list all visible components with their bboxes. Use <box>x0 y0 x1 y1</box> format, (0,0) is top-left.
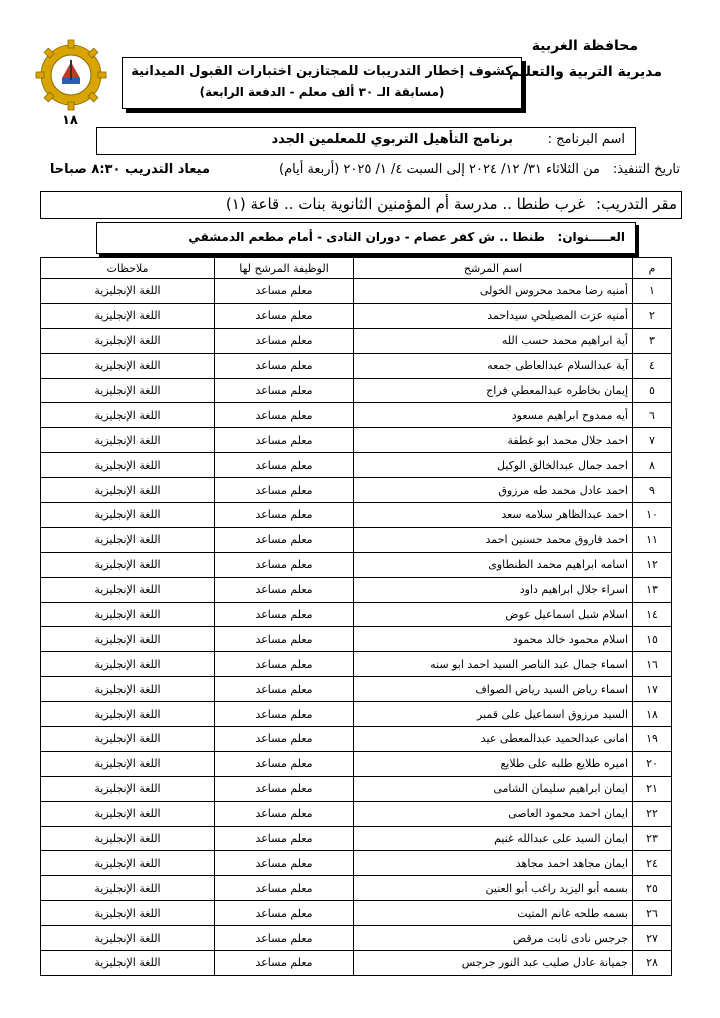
candidate-notes: اللغة الإنجليزية <box>41 727 215 752</box>
candidate-job: معلم مساعد <box>215 527 354 552</box>
address-label: العـــــنوان: <box>557 230 625 244</box>
candidate-name: بسمه طلحه غانم المتيت <box>354 901 633 926</box>
program-box <box>96 127 636 155</box>
table-row <box>41 478 672 503</box>
row-number: ١ <box>633 279 672 304</box>
candidate-job: معلم مساعد <box>215 926 354 951</box>
training-time: ميعاد التدريب ٨:٣٠ صباحا <box>49 162 210 177</box>
site-box <box>40 191 682 219</box>
candidate-name: احمد جمال عبدالخالق الوكيل <box>354 453 633 478</box>
table-row <box>41 279 672 304</box>
candidate-name: أيه ممدوح ابراهيم مسعود <box>354 403 633 428</box>
candidate-job: معلم مساعد <box>215 602 354 627</box>
candidate-name: احمد جلال محمد ابو غطفة <box>354 428 633 453</box>
candidate-notes: اللغة الإنجليزية <box>41 876 215 901</box>
candidate-notes: اللغة الإنجليزية <box>41 751 215 776</box>
candidate-name: احمد عادل محمد طه مرزوق <box>354 478 633 503</box>
header-no: م <box>633 258 672 279</box>
candidate-job: معلم مساعد <box>215 876 354 901</box>
candidate-job: معلم مساعد <box>215 951 354 976</box>
row-number: ١٣ <box>633 577 672 602</box>
table-row <box>41 876 672 901</box>
candidate-notes: اللغة الإنجليزية <box>41 677 215 702</box>
candidate-name: بسمه أبو اليزيد راغب أبو العنين <box>354 876 633 901</box>
row-number: ١٩ <box>633 727 672 752</box>
candidate-notes: اللغة الإنجليزية <box>41 951 215 976</box>
execution-label: تاريخ التنفيذ: <box>612 162 680 177</box>
candidate-notes: اللغة الإنجليزية <box>41 577 215 602</box>
program-value: برنامج التأهيل التربوي للمعلمين الجدد <box>271 132 513 147</box>
table-row <box>41 527 672 552</box>
table-row <box>41 776 672 801</box>
candidate-name: أمنيه عزت المصيلحي سيداحمد <box>354 303 633 328</box>
row-number: ٣ <box>633 328 672 353</box>
row-number: ١٠ <box>633 503 672 528</box>
candidate-name: اسلام شبل اسماعيل عوض <box>354 602 633 627</box>
row-number: ٢٣ <box>633 826 672 851</box>
candidate-notes: اللغة الإنجليزية <box>41 851 215 876</box>
row-number: ٢٦ <box>633 901 672 926</box>
candidate-name: احمد عبدالظاهر سلامه سعد <box>354 503 633 528</box>
candidate-notes: اللغة الإنجليزية <box>41 826 215 851</box>
candidate-notes: اللغة الإنجليزية <box>41 478 215 503</box>
candidates-table <box>40 257 672 976</box>
table-row <box>41 453 672 478</box>
candidate-name: اسامه ابراهيم محمد الطنطاوى <box>354 552 633 577</box>
document-title-box <box>122 57 522 109</box>
candidate-job: معلم مساعد <box>215 428 354 453</box>
row-number: ٩ <box>633 478 672 503</box>
candidate-notes: اللغة الإنجليزية <box>41 403 215 428</box>
row-number: ٨ <box>633 453 672 478</box>
candidate-name: السيد مرزوق اسماعيل على قمبر <box>354 702 633 727</box>
candidate-name: ايمان السيد على عبدالله غنيم <box>354 826 633 851</box>
row-number: ٢٤ <box>633 851 672 876</box>
candidate-job: معلم مساعد <box>215 403 354 428</box>
candidate-job: معلم مساعد <box>215 901 354 926</box>
row-number: ٢٢ <box>633 801 672 826</box>
directorate-label: مديرية التربية والتعليم <box>509 64 662 80</box>
table-row <box>41 303 672 328</box>
row-number: ٧ <box>633 428 672 453</box>
candidate-notes: اللغة الإنجليزية <box>41 776 215 801</box>
table-row <box>41 503 672 528</box>
candidate-name: احمد فاروق محمد حسنين احمد <box>354 527 633 552</box>
table-row <box>41 926 672 951</box>
table-row <box>41 652 672 677</box>
table-row <box>41 951 672 976</box>
row-number: ٢٠ <box>633 751 672 776</box>
candidate-name: اسماء جمال عبد الناصر السيد احمد ابو سنه <box>354 652 633 677</box>
table-row <box>41 751 672 776</box>
candidate-job: معلم مساعد <box>215 328 354 353</box>
header-job: الوظيفة المرشح لها <box>215 258 354 279</box>
address-value: طنطا .. ش كفر عصام - دوران النادى - أمام مطعم الدمشقي <box>188 230 545 244</box>
candidate-job: معلم مساعد <box>215 751 354 776</box>
table-row <box>41 851 672 876</box>
row-number: ١٧ <box>633 677 672 702</box>
row-number: ١٢ <box>633 552 672 577</box>
candidate-notes: اللغة الإنجليزية <box>41 652 215 677</box>
candidate-job: معلم مساعد <box>215 677 354 702</box>
header-notes: ملاحظات <box>41 258 215 279</box>
row-number: ٢١ <box>633 776 672 801</box>
candidate-name: جرجس نادى ثابت مرقص <box>354 926 633 951</box>
governorate-label: محافظة الغربية <box>531 38 638 54</box>
site-label: مقر التدريب: <box>595 195 677 213</box>
candidate-job: معلم مساعد <box>215 652 354 677</box>
candidate-name: ايمان احمد محمود العاصى <box>354 801 633 826</box>
table-row <box>41 378 672 403</box>
candidate-notes: اللغة الإنجليزية <box>41 353 215 378</box>
table-row <box>41 602 672 627</box>
table-row <box>41 702 672 727</box>
row-number: ٢٨ <box>633 951 672 976</box>
candidate-job: معلم مساعد <box>215 378 354 403</box>
row-number: ٢٧ <box>633 926 672 951</box>
candidate-job: معلم مساعد <box>215 478 354 503</box>
candidate-notes: اللغة الإنجليزية <box>41 378 215 403</box>
candidate-notes: اللغة الإنجليزية <box>41 503 215 528</box>
candidate-job: معلم مساعد <box>215 627 354 652</box>
candidate-name: اسلام محمود خالد محمود <box>354 627 633 652</box>
table-row <box>41 577 672 602</box>
candidate-name: أمنيه رضا محمد محروس الخولى <box>354 279 633 304</box>
row-number: ٢ <box>633 303 672 328</box>
candidate-notes: اللغة الإنجليزية <box>41 303 215 328</box>
table-row <box>41 727 672 752</box>
candidate-job: معلم مساعد <box>215 303 354 328</box>
candidate-notes: اللغة الإنجليزية <box>41 453 215 478</box>
program-label: اسم البرنامج : <box>547 132 625 147</box>
candidate-notes: اللغة الإنجليزية <box>41 901 215 926</box>
candidate-notes: اللغة الإنجليزية <box>41 552 215 577</box>
document-subtitle: (مسابقة الـ ٣٠ ألف معلم - الدفعة الرابعة) <box>199 85 445 99</box>
candidate-job: معلم مساعد <box>215 776 354 801</box>
candidate-name: اسماء رياض السيد رياض الصواف <box>354 677 633 702</box>
execution-dates: من الثلاثاء ٣١/ ١٢/ ٢٠٢٤ إلى السبت ٤/ ١/ ٢٠٢٥ (أربعة أيام) <box>279 162 600 177</box>
table-row <box>41 901 672 926</box>
candidate-notes: اللغة الإنجليزية <box>41 328 215 353</box>
row-number: ١٥ <box>633 627 672 652</box>
candidate-name: جميانة عادل صليب عبد النور جرجس <box>354 951 633 976</box>
table-row <box>41 677 672 702</box>
row-number: ٦ <box>633 403 672 428</box>
row-number: ١٦ <box>633 652 672 677</box>
candidate-notes: اللغة الإنجليزية <box>41 602 215 627</box>
table-header-row <box>41 258 672 279</box>
candidate-notes: اللغة الإنجليزية <box>41 428 215 453</box>
candidate-job: معلم مساعد <box>215 577 354 602</box>
table-row <box>41 627 672 652</box>
candidate-job: معلم مساعد <box>215 826 354 851</box>
row-number: ٤ <box>633 353 672 378</box>
site-value: غرب طنطا .. مدرسة أم المؤمنين الثانوية بنات .. قاعة (١) <box>225 195 585 213</box>
ministry-logo-icon <box>34 38 108 112</box>
candidate-job: معلم مساعد <box>215 702 354 727</box>
row-number: ١١ <box>633 527 672 552</box>
candidate-job: معلم مساعد <box>215 552 354 577</box>
table-row <box>41 353 672 378</box>
row-number: ٢٥ <box>633 876 672 901</box>
candidate-name: اميره طلايع طلبه على طلايع <box>354 751 633 776</box>
candidate-name: ايمان مجاهد احمد مجاهد <box>354 851 633 876</box>
address-box <box>96 222 636 254</box>
table-row <box>41 552 672 577</box>
row-number: ١٨ <box>633 702 672 727</box>
candidate-job: معلم مساعد <box>215 453 354 478</box>
candidate-notes: اللغة الإنجليزية <box>41 801 215 826</box>
table-row <box>41 328 672 353</box>
candidate-notes: اللغة الإنجليزية <box>41 627 215 652</box>
candidate-job: معلم مساعد <box>215 801 354 826</box>
execution-line <box>40 162 680 184</box>
candidate-job: معلم مساعد <box>215 851 354 876</box>
candidate-job: معلم مساعد <box>215 503 354 528</box>
candidate-name: أية ابراهيم محمد حسب الله <box>354 328 633 353</box>
header-name: اسم المرشح <box>354 258 633 279</box>
candidate-notes: اللغة الإنجليزية <box>41 702 215 727</box>
candidate-notes: اللغة الإنجليزية <box>41 527 215 552</box>
document-title: كشوف إخطار التدريبات للمجتازين اختبارات القبول الميدانية <box>131 64 513 79</box>
candidate-notes: اللغة الإنجليزية <box>41 279 215 304</box>
row-number: ٥ <box>633 378 672 403</box>
candidate-job: معلم مساعد <box>215 353 354 378</box>
candidate-name: إيمان بخاطره عبدالمعطي فراج <box>354 378 633 403</box>
table-row <box>41 428 672 453</box>
candidate-name: امانى عبدالحميد عبدالمعطى عيد <box>354 727 633 752</box>
table-row <box>41 826 672 851</box>
table-row <box>41 403 672 428</box>
table-row <box>41 801 672 826</box>
candidate-name: آية عبدالسلام عبدالعاطى جمعه <box>354 353 633 378</box>
candidate-name: اسراء جلال ابراهيم داود <box>354 577 633 602</box>
candidate-job: معلم مساعد <box>215 279 354 304</box>
candidate-job: معلم مساعد <box>215 727 354 752</box>
candidate-notes: اللغة الإنجليزية <box>41 926 215 951</box>
page-number: ١٨ <box>62 113 78 128</box>
row-number: ١٤ <box>633 602 672 627</box>
candidate-name: ايمان ابراهيم سليمان الشامى <box>354 776 633 801</box>
